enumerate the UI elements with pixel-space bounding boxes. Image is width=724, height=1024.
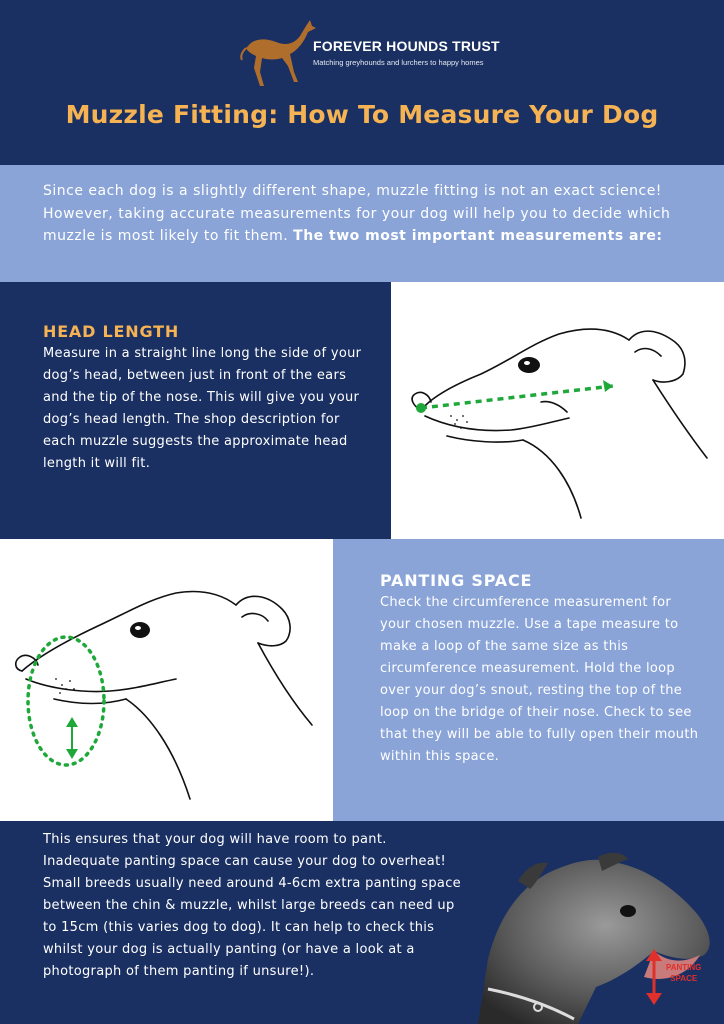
intro-body: Since each dog is a slightly different shape, muzzle fitting is not an exact science! However, taking accurate measurements for your dog will help you to decide which muzzle is most likely to fit them. [43,183,671,244]
running-greyhound-icon [240,16,320,88]
panting-note-section [0,821,724,1024]
brand-tagline: Matching greyhounds and lurchers to happy homes [313,58,484,67]
dog-head-loop-drawing [0,539,333,821]
panting-space-illustration [0,539,333,821]
greyhound-photo [478,839,724,1024]
brand [313,38,500,67]
photo-label-line2: SPACE [670,974,698,983]
head-length-body: Measure in a straight line long the side of your dog’s head, between just in front of the ears and the tip of the nose. This will give you your dog’s head length. The shop description for each muzzle suggests the approximate head length it will fit. [43,346,362,471]
intro-text [43,180,683,248]
panting-space-heading: PANTING SPACE [380,571,533,590]
panting-space-section [0,539,724,821]
brand-name: FOREVER HOUNDS TRUST [313,38,500,54]
panting-space-text-block [380,571,700,768]
panting-space-photo-label [666,962,701,984]
dog-head-side-drawing [391,282,724,539]
head-length-illustration [391,282,724,539]
photo-label-line1: PANTING [666,963,702,972]
panting-space-body: Check the circumference measurement for your chosen muzzle. Use a tape measure to make a loop of the same size as this circumference measurement. Hold the loop over your dog’s snout, resting the top of the loop on the bridge of their nose. Check to see that they will be able to fully open their mouth within this space. [380,595,699,764]
panting-note-body: This ensures that your dog will have room to pant. Inadequate panting space can cause your dog to overheat! Small breeds usually need around 4-6cm extra panting space between the chin & muzzle, whilst large breeds can need up to 15cm (this varies dog to dog). It can help to check this whilst your dog is actually panting (or have a look at a photograph of them panting if unsure!). [43,832,461,979]
intro-section [0,165,724,282]
intro-bold: The two most important measurements are: [293,228,663,244]
head-length-heading: HEAD LENGTH [43,322,180,341]
head-length-section [0,282,724,539]
page-title: Muzzle Fitting: How To Measure Your Dog [65,100,659,129]
head-length-text-block [43,322,373,475]
header [0,0,724,165]
panting-space-arrow-icon [645,949,663,1005]
